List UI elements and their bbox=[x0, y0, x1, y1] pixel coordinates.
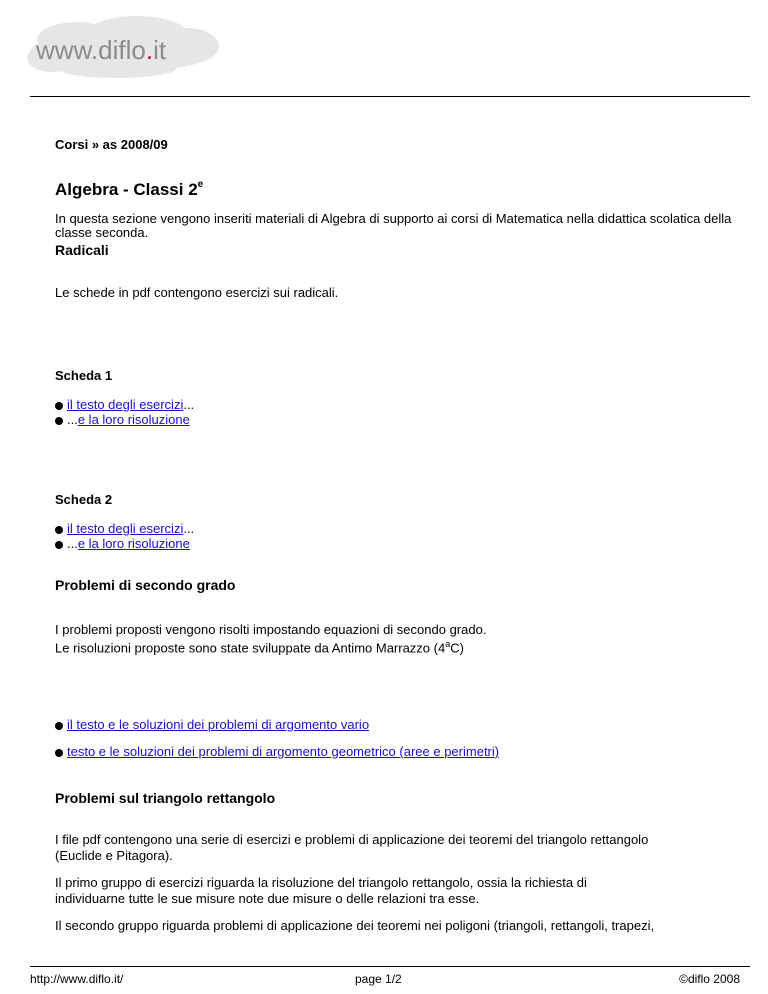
bullet-icon bbox=[55, 526, 63, 534]
section-heading-radicali: Radicali bbox=[55, 242, 109, 258]
page-title: Algebra - Classi 2e bbox=[55, 179, 204, 199]
secondo-grado-list bbox=[55, 717, 499, 759]
scheda-1-risoluzione-link[interactable]: e la loro risoluzione bbox=[77, 412, 190, 427]
logo-cloud-graphic bbox=[22, 10, 222, 82]
footer-url[interactable]: http://www.diflo.it/ bbox=[30, 972, 124, 986]
bullet-icon bbox=[55, 417, 63, 425]
triangolo-p2-line-1: Il primo gruppo di esercizi riguarda la risoluzione del triangolo rettangolo, ossia la richiesta di bbox=[55, 875, 587, 890]
list-item: ...e la loro risoluzione bbox=[55, 536, 194, 551]
logo-text: www.diflo.it bbox=[36, 35, 167, 65]
triangolo-p1-line-2: (Euclide e Pitagora). bbox=[55, 848, 173, 863]
radicali-description: Le schede in pdf contengono esercizi sui radicali. bbox=[55, 285, 339, 300]
bullet-icon bbox=[55, 402, 63, 410]
scheda-2-list bbox=[55, 521, 194, 551]
bullet-icon bbox=[55, 722, 63, 730]
problemi-vario-link[interactable]: il testo e le soluzioni dei problemi di argomento vario bbox=[67, 717, 370, 732]
bullet-icon bbox=[55, 749, 63, 757]
breadcrumb: Corsi » as 2008/09 bbox=[55, 137, 168, 152]
triangolo-p3-line-1: Il secondo gruppo riguarda problemi di applicazione dei teoremi nei poligoni (triangoli, rettangoli, trapezi, bbox=[55, 918, 655, 933]
scheda-2-risoluzione-link[interactable]: e la loro risoluzione bbox=[77, 536, 190, 551]
section-heading-triangolo: Problemi sul triangolo rettangolo bbox=[55, 790, 276, 806]
list-item: il testo degli esercizi... bbox=[55, 521, 194, 536]
scheda-1-testo-link[interactable]: il testo degli esercizi bbox=[67, 397, 184, 412]
list-item: il testo degli esercizi... bbox=[55, 397, 194, 412]
problemi-geometrico-link[interactable]: testo e le soluzioni dei problemi di argomento geometrico (aree e perimetri) bbox=[67, 744, 500, 759]
footer-page-number: page 1/2 bbox=[355, 972, 402, 986]
scheda-1-list bbox=[55, 397, 194, 427]
triangolo-p1-line-1: I file pdf contengono una serie di esercizi e problemi di applicazione dei teoremi del triangolo rettangolo bbox=[55, 832, 649, 847]
footer-divider bbox=[30, 966, 750, 967]
scheda-2-label: Scheda 2 bbox=[55, 492, 113, 507]
header-divider bbox=[30, 96, 750, 97]
secondo-grado-line-1: I problemi proposti vengono risolti impostando equazioni di secondo grado. bbox=[55, 622, 487, 637]
section-heading-secondo-grado: Problemi di secondo grado bbox=[55, 577, 236, 593]
site-logo[interactable] bbox=[22, 10, 222, 82]
list-item: ...e la loro risoluzione bbox=[55, 412, 194, 427]
intro-paragraph: In questa sezione vengono inseriti materiali di Algebra di supporto ai corsi di Matematica nella didattica scolatica della classe seconda. bbox=[55, 211, 732, 240]
bullet-icon bbox=[55, 541, 63, 549]
list-item bbox=[55, 717, 499, 732]
scheda-1-label: Scheda 1 bbox=[55, 368, 113, 383]
footer-copyright: ©diflo 2008 bbox=[679, 972, 740, 986]
secondo-grado-line-2: Le risoluzioni proposte sono state sviluppate da Antimo Marrazzo (4$^a$C) bbox=[55, 639, 464, 656]
triangolo-p2-line-2: individuarne tutte le sue misure note due misure o delle relazioni tra esse. bbox=[55, 891, 480, 906]
list-item bbox=[55, 744, 499, 759]
scheda-2-testo-link[interactable]: il testo degli esercizi bbox=[67, 521, 184, 536]
